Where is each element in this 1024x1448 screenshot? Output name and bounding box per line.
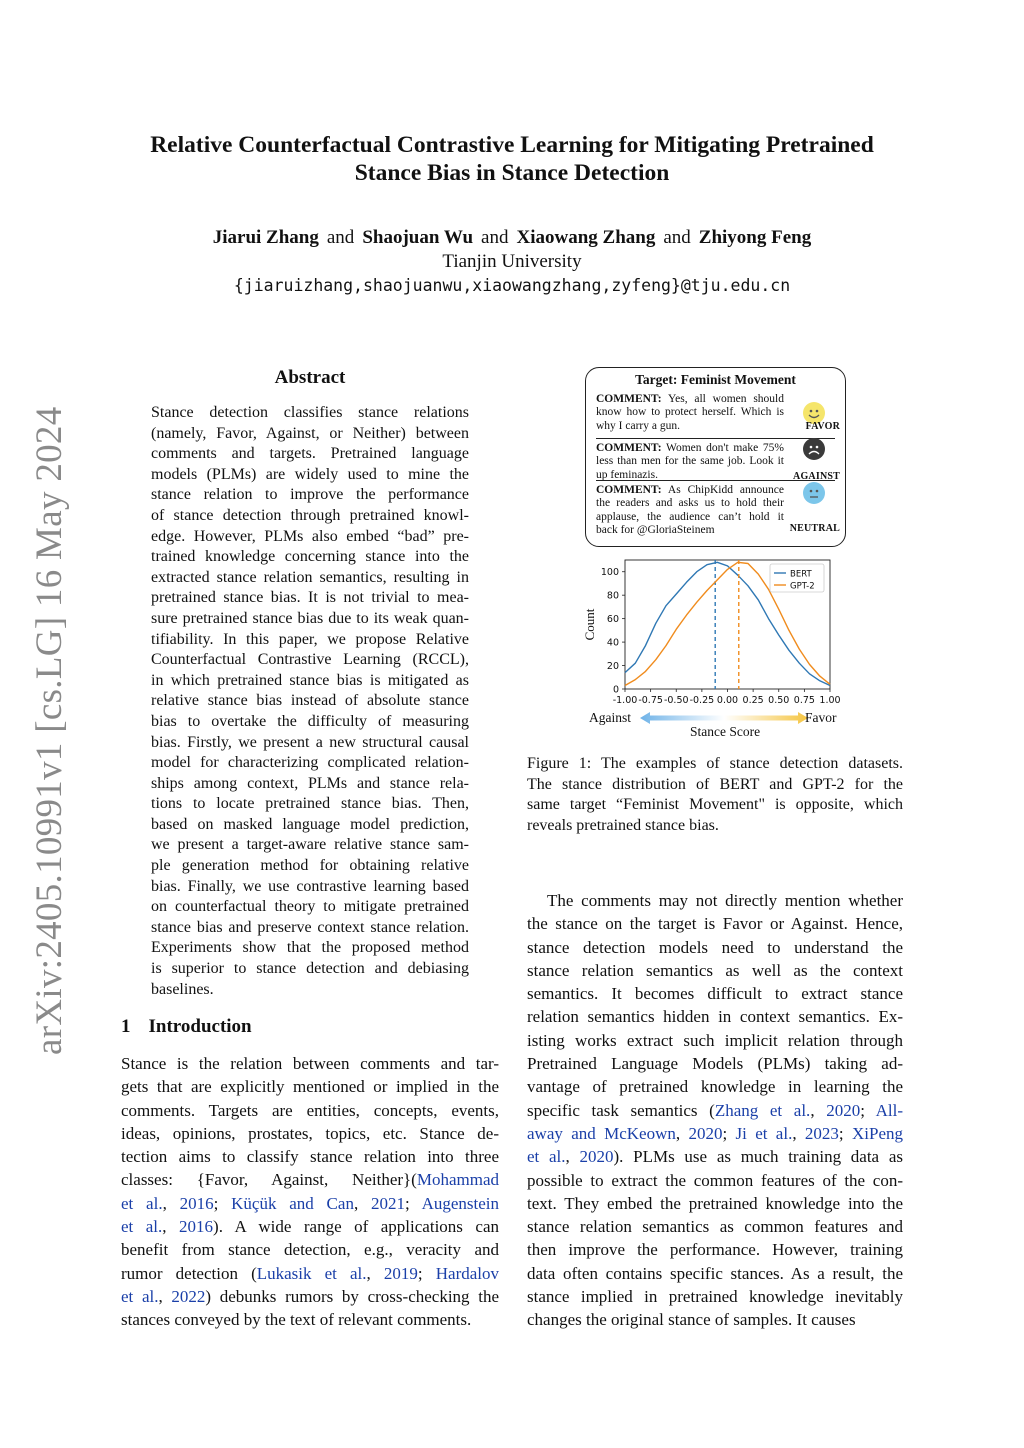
text-run: Pretrained Language Models (PLMs) taking ad- — [527, 1054, 903, 1074]
abstract-line: sure pretrained stance bias due to its weak quan- — [151, 609, 469, 627]
text-run: ideas, opinions, prostates, topics, etc. Stance de- — [121, 1123, 499, 1143]
author-name: Zhiyong Feng — [698, 227, 812, 248]
citation-link[interactable]: All- — [875, 1100, 904, 1120]
y-tick-label: 20 — [606, 661, 619, 673]
citation-link[interactable]: Lukasik et al. — [256, 1263, 367, 1283]
text-run: ) debunks rumors by cross-checking the — [205, 1286, 499, 1306]
abstract-line: stance bias and preserve context stance relation. — [151, 918, 469, 936]
text-run: text. They embed the pretrained knowledge into the — [527, 1193, 903, 1213]
text-run: , — [158, 1286, 172, 1306]
text-run: semantics. It becomes difficult to extract stance — [527, 984, 903, 1004]
text-line — [527, 1075, 903, 1098]
author-name: Shaojuan Wu — [362, 227, 474, 248]
y-tick-label: 40 — [606, 637, 619, 649]
comment-line — [596, 442, 784, 455]
comment-line — [596, 511, 784, 524]
text-run: vantage of pretrained knowledge in learning the — [527, 1077, 903, 1097]
citation-link[interactable]: away and McKeown — [527, 1123, 676, 1143]
legend-entry: BERT — [790, 569, 812, 580]
text-line — [527, 1122, 903, 1145]
text-run: stance detection models need to understand the — [527, 937, 903, 957]
text-line — [121, 1262, 499, 1285]
abstract-line: we present a target-aware relative stance sam- — [151, 836, 469, 854]
citation-link[interactable]: Mohammad — [416, 1170, 499, 1190]
citation-link[interactable]: 2020 — [826, 1100, 861, 1120]
text-line — [527, 889, 903, 912]
abstract-line: tions to locate pretrained stance bias. Then, — [151, 795, 469, 813]
abstract-line: of stance detection through pretrained knowl- — [151, 506, 469, 524]
comment-text-run: less than men for the same job. Look it — [596, 455, 784, 468]
citation-link[interactable]: 2021 — [370, 1193, 405, 1213]
x-tick-label: 1.00 — [819, 695, 841, 706]
citation-link[interactable]: 2016 — [179, 1217, 214, 1237]
abstract-line: bias. Firstly, we present a new structural causal — [151, 733, 469, 751]
abstract-line: relative stance bias instead of absolute stance — [151, 692, 469, 710]
comment-prefix: COMMENT: — [596, 442, 662, 454]
scale-favor-label: Favor — [805, 710, 837, 725]
stance-label: NEUTRAL — [789, 523, 840, 534]
citation-link[interactable]: XiPeng — [851, 1123, 903, 1143]
comment-prefix: COMMENT: — [596, 393, 662, 405]
x-tick-label: -0.75 — [638, 695, 663, 706]
text-line — [121, 1215, 499, 1238]
comment-divider — [596, 480, 835, 481]
author-emails: {jiaruizhang,shaojuanwu,xiaowangzhang,zyfeng}@tju.edu.cn — [233, 276, 791, 295]
text-run: ; — [838, 1123, 852, 1143]
comment-line — [596, 524, 784, 537]
text-run: stances conveyed by the text of relevant comments. — [121, 1310, 472, 1330]
neutral-face-icon — [803, 482, 825, 504]
stance-score-gradient-arrow — [640, 712, 808, 724]
text-run: , — [162, 1217, 180, 1237]
text-run: The comments may not directly mention whether — [547, 891, 903, 910]
abstract-line: pretrained stance bias. It is not trivial to mea- — [151, 589, 469, 607]
text-line — [121, 1285, 499, 1308]
abstract-line: comments and targets. Pretrained language — [151, 445, 469, 463]
text-line — [527, 982, 903, 1005]
comment-text-run: know how to protect herself. Which is — [596, 406, 784, 419]
citation-link[interactable]: 2016 — [179, 1193, 214, 1213]
text-run: , — [810, 1100, 827, 1120]
citation-link[interactable]: 2023 — [804, 1123, 839, 1143]
text-line — [121, 1145, 499, 1168]
text-line — [527, 1029, 903, 1052]
text-line — [121, 1308, 499, 1331]
text-run: ; — [417, 1263, 436, 1283]
figure-examples-box — [585, 367, 846, 547]
abstract-line: in which pretrained stance bias is mitigated as — [151, 671, 469, 689]
text-run: comments. Targets are entities, concepts, events, — [121, 1100, 499, 1120]
text-line — [527, 1169, 903, 1192]
abstract-line: based on masked language model prediction, — [151, 815, 469, 833]
comment-text — [596, 484, 784, 538]
text-run: ; — [722, 1123, 736, 1143]
y-tick-label: 100 — [600, 567, 619, 579]
comment-text — [596, 393, 784, 433]
text-run: , — [366, 1263, 384, 1283]
comment-line — [596, 393, 784, 406]
text-run: specific task semantics ( — [527, 1100, 715, 1120]
text-run: , — [353, 1193, 371, 1213]
text-line — [121, 1192, 499, 1215]
caption-line: reveals pretrained stance bias. — [527, 816, 719, 834]
citation-link[interactable]: 2019 — [383, 1263, 418, 1283]
x-tick-label: 0.00 — [716, 695, 739, 706]
section-heading-introduction — [121, 1016, 252, 1038]
abstract-line: edge. However, PLMs also embed “bad” pre- — [151, 527, 469, 545]
text-run: ). PLMs use as much training data as — [613, 1147, 903, 1167]
comment-prefix: COMMENT: — [596, 484, 662, 496]
citation-link[interactable]: 2022 — [171, 1286, 206, 1306]
text-line — [527, 959, 903, 982]
abstract-line: baselines. — [151, 980, 214, 998]
caption-line: The stance distribution of BERT and GPT-2 for the — [527, 775, 903, 793]
author-name: Xiaowang Zhang — [516, 227, 656, 248]
text-run: ). A wide range of applications can — [213, 1217, 499, 1237]
text-run: , — [792, 1123, 805, 1143]
abstract-line: on counterfactual theory to mitigate pretrained — [151, 898, 469, 916]
stance-label: FAVOR — [805, 421, 840, 432]
text-line — [527, 936, 903, 959]
abstract-line: bias to overtake the difficulty of measuring — [151, 712, 469, 730]
abstract-line: model for characterizing complicated relation- — [151, 754, 469, 772]
author-name: Jiarui Zhang — [212, 227, 319, 248]
y-axis-label: Count — [582, 608, 597, 641]
text-line — [527, 1005, 903, 1028]
comment-example — [596, 484, 840, 540]
text-line — [527, 1262, 903, 1285]
abstract-line: extracted stance relation semantics, resulting in — [151, 568, 469, 586]
citation-link[interactable]: Hardalov — [435, 1263, 500, 1283]
comment-text-run: Women don't make 75% — [666, 442, 784, 454]
text-run: data often contains specific stances. As a result, the — [527, 1263, 903, 1283]
comment-line — [596, 455, 784, 468]
text-run: ; — [213, 1193, 232, 1213]
title-line: Relative Counterfactual Contrastive Learning for Mitigating Pretrained — [150, 132, 874, 158]
legend-entry: GPT-2 — [790, 581, 815, 592]
x-tick-label: -0.25 — [689, 695, 715, 706]
citation-link[interactable]: 2020 — [688, 1123, 723, 1143]
y-tick-label: 60 — [606, 614, 619, 626]
text-run: gets that are explicitly mentioned or implied in the — [121, 1077, 499, 1097]
text-line — [527, 1238, 903, 1261]
section-title: Introduction — [148, 1016, 252, 1037]
abstract-line: is superior to stance detection and debiasing — [151, 960, 469, 978]
abstract-line: (namely, Favor, Against, or Neither) between — [151, 424, 469, 442]
x-tick-label: 0.75 — [793, 695, 815, 706]
comment-line — [596, 420, 784, 433]
comment-line — [596, 406, 784, 419]
comment-text-run: the readers and asks us to hold their — [596, 497, 784, 510]
caption-line: same target “Feminist Movement" is opposite, which — [527, 796, 903, 813]
affiliation: Tianjin University — [442, 251, 582, 272]
comment-line — [596, 484, 784, 497]
author-list — [100, 226, 924, 250]
text-run: classes: {Favor, Against, Neither}( — [121, 1170, 417, 1190]
abstract-line: tifiability. In this paper, we propose Relative — [151, 630, 469, 648]
comment-text — [596, 442, 784, 482]
x-tick-label: -0.50 — [663, 695, 689, 706]
citation-link[interactable]: Ji et al. — [735, 1123, 793, 1143]
text-line — [121, 1238, 499, 1261]
comment-text-run: As ChipKidd announce — [667, 484, 784, 496]
comment-divider — [596, 438, 835, 439]
abstract-line: models (PLMs) are widely used to mine the — [151, 465, 469, 483]
text-line — [121, 1075, 499, 1098]
citation-link[interactable]: Zhang et al. — [714, 1100, 811, 1120]
and-connector: and — [326, 227, 355, 248]
x-tick-label: 0.25 — [742, 695, 764, 706]
abstract-line: Experiments show that the proposed method — [151, 939, 469, 957]
abstract-line: Counterfactual Contrastive Learning (RCCL), — [151, 651, 469, 669]
citation-link[interactable]: et al. — [121, 1286, 159, 1306]
text-run: ; — [404, 1193, 422, 1213]
paper-title — [100, 131, 924, 187]
abstract-line: Stance detection classifies stance relations — [151, 404, 469, 421]
citation-link[interactable]: et al. — [527, 1147, 566, 1167]
comment-line — [596, 497, 784, 510]
comment-text-run: back for @GloriaSteinem — [596, 524, 715, 537]
text-line — [527, 912, 903, 935]
abstract-body — [151, 403, 469, 1000]
x-tick-label: -1.00 — [612, 695, 638, 706]
abstract-line: trained knowledge concerning stance into the — [151, 548, 469, 566]
text-line — [527, 1099, 903, 1122]
citation-link[interactable]: Augenstein — [421, 1193, 499, 1213]
text-run: ; — [860, 1100, 876, 1120]
text-line — [121, 1052, 499, 1075]
text-run: , — [675, 1123, 689, 1143]
citation-link[interactable]: Küçük and Can — [231, 1193, 354, 1213]
text-line — [121, 1099, 499, 1122]
text-run: possible to extract the common features of the con- — [527, 1170, 903, 1190]
and-connector: and — [481, 227, 509, 248]
text-run: , — [565, 1147, 580, 1167]
caption-line: Figure 1: The examples of stance detection datasets. — [527, 755, 903, 772]
figure-target-label: Target: Feminist Movement — [635, 372, 796, 387]
scale-against-label: Against — [589, 710, 631, 725]
citation-link[interactable]: et al. — [121, 1217, 163, 1237]
abstract-line: bias. Finally, we use contrastive learning based — [151, 877, 469, 895]
figure-caption — [527, 754, 903, 836]
text-line — [121, 1122, 499, 1145]
y-tick-label: 80 — [606, 590, 619, 602]
text-run: changes the original stance of samples. It causes — [527, 1310, 856, 1330]
text-line — [527, 1145, 903, 1168]
text-line — [527, 1192, 903, 1215]
y-tick-label: 0 — [612, 684, 619, 696]
text-line — [527, 1285, 903, 1308]
abstract-line: ple generation method for obtaining relative — [151, 857, 469, 875]
x-tick-label: 0.50 — [768, 695, 790, 706]
arxiv-identifier: arXiv:2405.10991v1 [cs.LG] 16 May 2024 — [29, 406, 70, 1055]
text-line — [527, 1308, 903, 1331]
citation-link[interactable]: et al. — [121, 1193, 163, 1213]
text-line — [527, 1052, 903, 1075]
abstract-heading: Abstract — [274, 367, 346, 388]
text-line — [121, 1168, 499, 1191]
text-run: stance implied in pretrained knowledge inevitably — [527, 1287, 903, 1307]
and-connector: and — [663, 227, 691, 248]
stance-label: AGAINST — [793, 471, 840, 482]
text-run: the stance on the target is Favor or Against. Hence, — [527, 914, 903, 934]
x-axis-label: Stance Score — [690, 724, 761, 739]
section-number: 1 — [121, 1016, 131, 1037]
comment-text-run: why I carry a gun. — [596, 419, 680, 432]
intro-left-column — [121, 1052, 499, 1332]
text-line — [527, 1215, 903, 1238]
text-run: benefit from stance detection, e.g., veracity and — [121, 1240, 499, 1260]
abstract-line: stance relation to improve the performance — [151, 486, 469, 504]
text-run: tection aims to classify stance relation into three — [121, 1147, 499, 1167]
text-run: stance relation semantics as well as the context — [527, 960, 903, 980]
text-run: isting works extract such implicit relation through — [527, 1030, 903, 1050]
comment-text-run: up feminazis. — [596, 468, 658, 481]
text-run: then improve the performance. However, training — [527, 1240, 903, 1260]
comment-example — [596, 442, 840, 482]
text-run: rumor detection ( — [121, 1263, 257, 1283]
comment-text-run: applause, the audience can’t hold it — [596, 510, 784, 523]
citation-link[interactable]: 2020 — [579, 1147, 614, 1167]
comment-example — [596, 393, 840, 439]
title-line: Stance Bias in Stance Detection — [354, 160, 670, 186]
comment-text-run: Yes, all women should — [667, 393, 784, 405]
abstract-line: ships among context, PLMs and stance rela- — [151, 774, 469, 792]
frowning-face-icon — [803, 438, 825, 460]
text-run: , — [162, 1193, 180, 1213]
text-run: Stance is the relation between comments and tar- — [121, 1054, 499, 1073]
intro-right-column — [527, 889, 903, 1332]
text-run: relation semantics hidden in context semantics. Ex- — [527, 1007, 903, 1027]
text-run: stance relation semantics as common features and — [527, 1217, 903, 1237]
